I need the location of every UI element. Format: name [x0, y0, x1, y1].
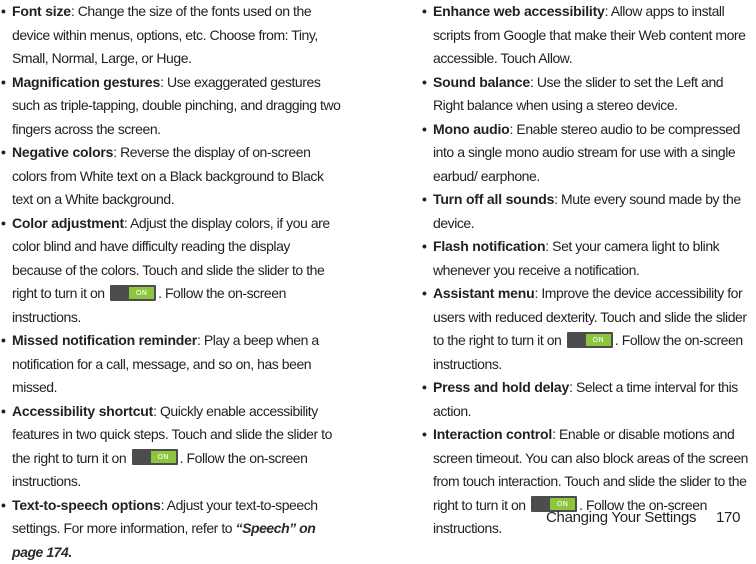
- toggle-label: ON: [550, 498, 575, 510]
- toggle-label: ON: [586, 334, 611, 346]
- list-item-magnification-gestures: [0, 71, 343, 142]
- bullet: •: [1, 400, 5, 424]
- term: Text-to-speech options: [12, 497, 161, 513]
- description: : Allow apps to install scripts from Google that make their Web content more accessible. Touch Allow.: [433, 3, 745, 66]
- description: : Use the slider to set the Left and Right balance when using a stereo device.: [433, 74, 723, 114]
- page-footer: [0, 509, 756, 529]
- list-item-assistant-menu: [421, 282, 756, 376]
- description: : Play a beep when a notification for a call, message, and so on, has been missed.: [12, 332, 319, 395]
- right-column: [421, 0, 756, 541]
- term: Magnification gestures: [12, 74, 160, 90]
- term: Negative colors: [12, 144, 113, 160]
- list-item-turn-off-all-sounds: [421, 188, 756, 235]
- list-item-missed-notification-reminder: [0, 329, 343, 400]
- term: Turn off all sounds: [433, 191, 554, 207]
- bullet: •: [1, 494, 5, 518]
- description: : Select a time interval for this action.: [433, 379, 738, 419]
- bullet: •: [422, 71, 426, 95]
- bullet: •: [1, 329, 5, 353]
- term: Enhance web accessibility: [433, 3, 605, 19]
- chapter-title: Changing Your Settings: [546, 509, 696, 526]
- term: Assistant menu: [433, 285, 534, 301]
- on-toggle-icon: [110, 285, 156, 301]
- description: : Set your camera light to blink whenever you receive a notification.: [433, 238, 719, 278]
- on-toggle-icon: [567, 332, 613, 348]
- term: Font size: [12, 3, 71, 19]
- description: : Change the size of the fonts used on the device within menus, options, etc. Choose from: Tiny, Small, Normal, Large, or Huge.: [12, 3, 318, 66]
- description: : Enable or disable motions and screen timeout. You can also block areas of the screen from touch interaction. Touch and slide the slider to the right to turn it on: [433, 426, 748, 513]
- term: Mono audio: [433, 121, 510, 137]
- list-item-mono-audio: [421, 118, 756, 189]
- bullet: •: [422, 235, 426, 259]
- description: : Use exaggerated gestures such as triple-tapping, double pinching, and dragging two fingers across the screen.: [12, 74, 340, 137]
- term: Interaction control: [433, 426, 552, 442]
- description: : Adjust your text-to-speech settings. For more information, refer to: [12, 497, 318, 537]
- description: : Quickly enable accessibility features in two quick steps. Touch and slide the slider to the right to turn it on: [12, 403, 332, 466]
- description-end: . Follow the on-screen instructions.: [433, 332, 743, 372]
- description: : Enable stereo audio to be compressed into a single mono audio stream for use with a single earbud/ earphone.: [433, 121, 740, 184]
- list-item-sound-balance: [421, 71, 756, 118]
- bullet: •: [1, 212, 5, 236]
- term: Accessibility shortcut: [12, 403, 153, 419]
- bullet: •: [422, 0, 426, 24]
- term: Sound balance: [433, 74, 530, 90]
- bullet: •: [422, 188, 426, 212]
- bullet: •: [1, 141, 5, 165]
- term: Press and hold delay: [433, 379, 569, 395]
- toggle-label: ON: [129, 287, 154, 299]
- term: Flash notification: [433, 238, 545, 254]
- bullet: •: [422, 423, 426, 447]
- list-item-negative-colors: [0, 141, 343, 212]
- left-column: [0, 0, 343, 564]
- description-end: . Follow the on-screen instructions.: [12, 285, 286, 325]
- on-toggle-icon: [132, 449, 178, 465]
- term: Color adjustment: [12, 215, 124, 231]
- description: : Improve the device accessibility for users with reduced dexterity. Touch and slide the slider to the right to turn it on: [433, 285, 747, 348]
- toggle-label: ON: [151, 451, 176, 463]
- list-item-enhance-web-accessibility: [421, 0, 756, 71]
- list-item-press-and-hold-delay: [421, 376, 756, 423]
- bullet: •: [422, 118, 426, 142]
- description-end: . Follow the on-screen instructions.: [433, 497, 707, 537]
- description: : Reverse the display of on-screen colors from White text on a Black background to Black text on a White background.: [12, 144, 324, 207]
- cross-reference-link[interactable]: “Speech” on page 174.: [12, 520, 315, 560]
- list-item-font-size: [0, 0, 343, 71]
- description-end: . Follow the on-screen instructions.: [12, 450, 307, 490]
- list-item-flash-notification: [421, 235, 756, 282]
- description: : Mute every sound made by the device.: [433, 191, 741, 231]
- bullet: •: [1, 0, 5, 24]
- bullet: •: [1, 71, 5, 95]
- description: : Adjust the display colors, if you are color blind and have difficulty reading the display because of the colors. Touch and slide the slider to the right to turn it on: [12, 215, 330, 302]
- page-number: 170: [716, 509, 740, 526]
- bullet: •: [422, 282, 426, 306]
- bullet: •: [422, 376, 426, 400]
- list-item-accessibility-shortcut: [0, 400, 343, 494]
- list-item-color-adjustment: [0, 212, 343, 330]
- term: Missed notification reminder: [12, 332, 197, 348]
